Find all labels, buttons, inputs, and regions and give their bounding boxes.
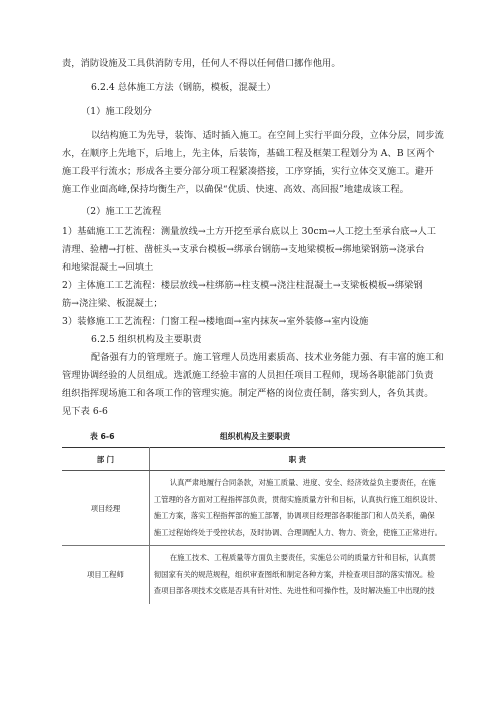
paragraph-line: 管理协调经验的人员组成。选派施工经验丰富的人员担任项目工程师，现场各职能部门负责 (62, 370, 434, 381)
paragraph-line: 3）装修施工工艺流程：门窗工程→楼地面→室内抹灰→室外装修→室内设施 (62, 316, 369, 327)
table-row (62, 546, 445, 604)
paragraph-line: 筋→浇注梁、板混凝土； (62, 298, 163, 309)
paragraph-line: 1）基础施工工艺流程：测量放线→土方开挖至承台底以上 30cm→人工挖土至承台底→人工 (62, 226, 437, 237)
subsection-heading: （1）施工段划分 (81, 106, 152, 117)
body-text-line: 责，消防设施及工具供消防专用，任何人不得以任何借口挪作他用。 (62, 58, 341, 69)
subsection-heading: （2）施工工艺流程 (81, 206, 162, 217)
duty-line: 工管理的各方面对工程指挥部负责，贯彻实施质量方针和目标，认真执行施工组织设计、 (153, 494, 442, 504)
header-duty: 职 责 (149, 448, 445, 471)
header-department: 部 门 (62, 448, 149, 471)
paragraph-line: 施工作业面高峰,保持均衡生产，以确保“优质、快速、高效、高回报”地建成该工程。 (62, 184, 409, 195)
table-header-row (62, 448, 445, 471)
table-title: 组织机构及主要职责 (220, 432, 291, 441)
paragraph-line: 2）主体施工工艺流程：楼层放线→柱绑筋→柱支模→浇注柱混凝土→支梁板模板→绑梁钢 (62, 280, 423, 291)
duty-line: 彻国家有关的规范规程，组织审查图纸和制定各种方案，并检查项目部的落实情况。检 (153, 569, 435, 579)
table-label: 表 6-6 (90, 432, 115, 441)
paragraph-line: 配备强有力的管理班子。施工管理人员选用素质高、技术业务能力强、有丰富的施工和 (91, 352, 444, 363)
paragraph-line: 施工段平行流水；形成各主要分部分项工程紧凑搭接，工序穿插，实行立体交叉施工。避开 (62, 166, 434, 177)
duty-line: 施工方案，落实工程指挥部的施工部署，协调项目经理部各职能部门和人员关系，确保 (153, 511, 435, 520)
duty-line: 查项目部各项技术交底是否具有针对性、先进性和可操作性，及时解决施工中出现的技 (153, 586, 435, 595)
responsibility-table (62, 447, 445, 604)
paragraph-line: 水，在顺序上先地下，后地上，先主体，后装饰，基础工程及框架工程划分为 A、B 区两个 (62, 148, 435, 159)
duty-line: 在施工技术、工程质量等方面负主要责任，实施总公司的质量方针和目标，认真贯 (169, 553, 436, 562)
dept-cell: 项目工程师 (62, 546, 149, 604)
paragraph-line: 见下表 6-6 (62, 406, 108, 417)
table-row (62, 471, 445, 546)
dept-cell: 项目经理 (62, 471, 149, 546)
duty-line: 认真严肃地履行合同条款，对施工质量、进度、安全、经济效益负主要责任，在施 (169, 478, 436, 487)
section-heading: 6.2.4 总体施工方法（钢筋，模板，混凝土） (91, 82, 276, 93)
paragraph-line: 组织指挥现场施工和各项工作的管理实施。制定严格的岗位责任制，落实到人，各负其责。 (62, 388, 434, 399)
section-heading: 6.2.5 组织机构及主要职责 (91, 334, 202, 345)
duty-cell (149, 546, 445, 604)
paragraph-line: 和地梁混凝土→回填土 (62, 262, 154, 273)
duty-line: 施工过程始终处于受控状态，及时协调、合理调配人力、物力、资金，使施工正常进行。 (153, 527, 442, 537)
paragraph-line: 清理、验槽→打桩、凿桩头→支承台模板→绑承台钢筋→支地梁模板→绑地梁钢筋→浇承台 (62, 244, 425, 255)
duty-cell (149, 471, 445, 546)
paragraph-line: 以结构施工为先导，装饰、适时插入施工。在空间上实行平面分段，立体分层，同步流 (91, 130, 444, 141)
